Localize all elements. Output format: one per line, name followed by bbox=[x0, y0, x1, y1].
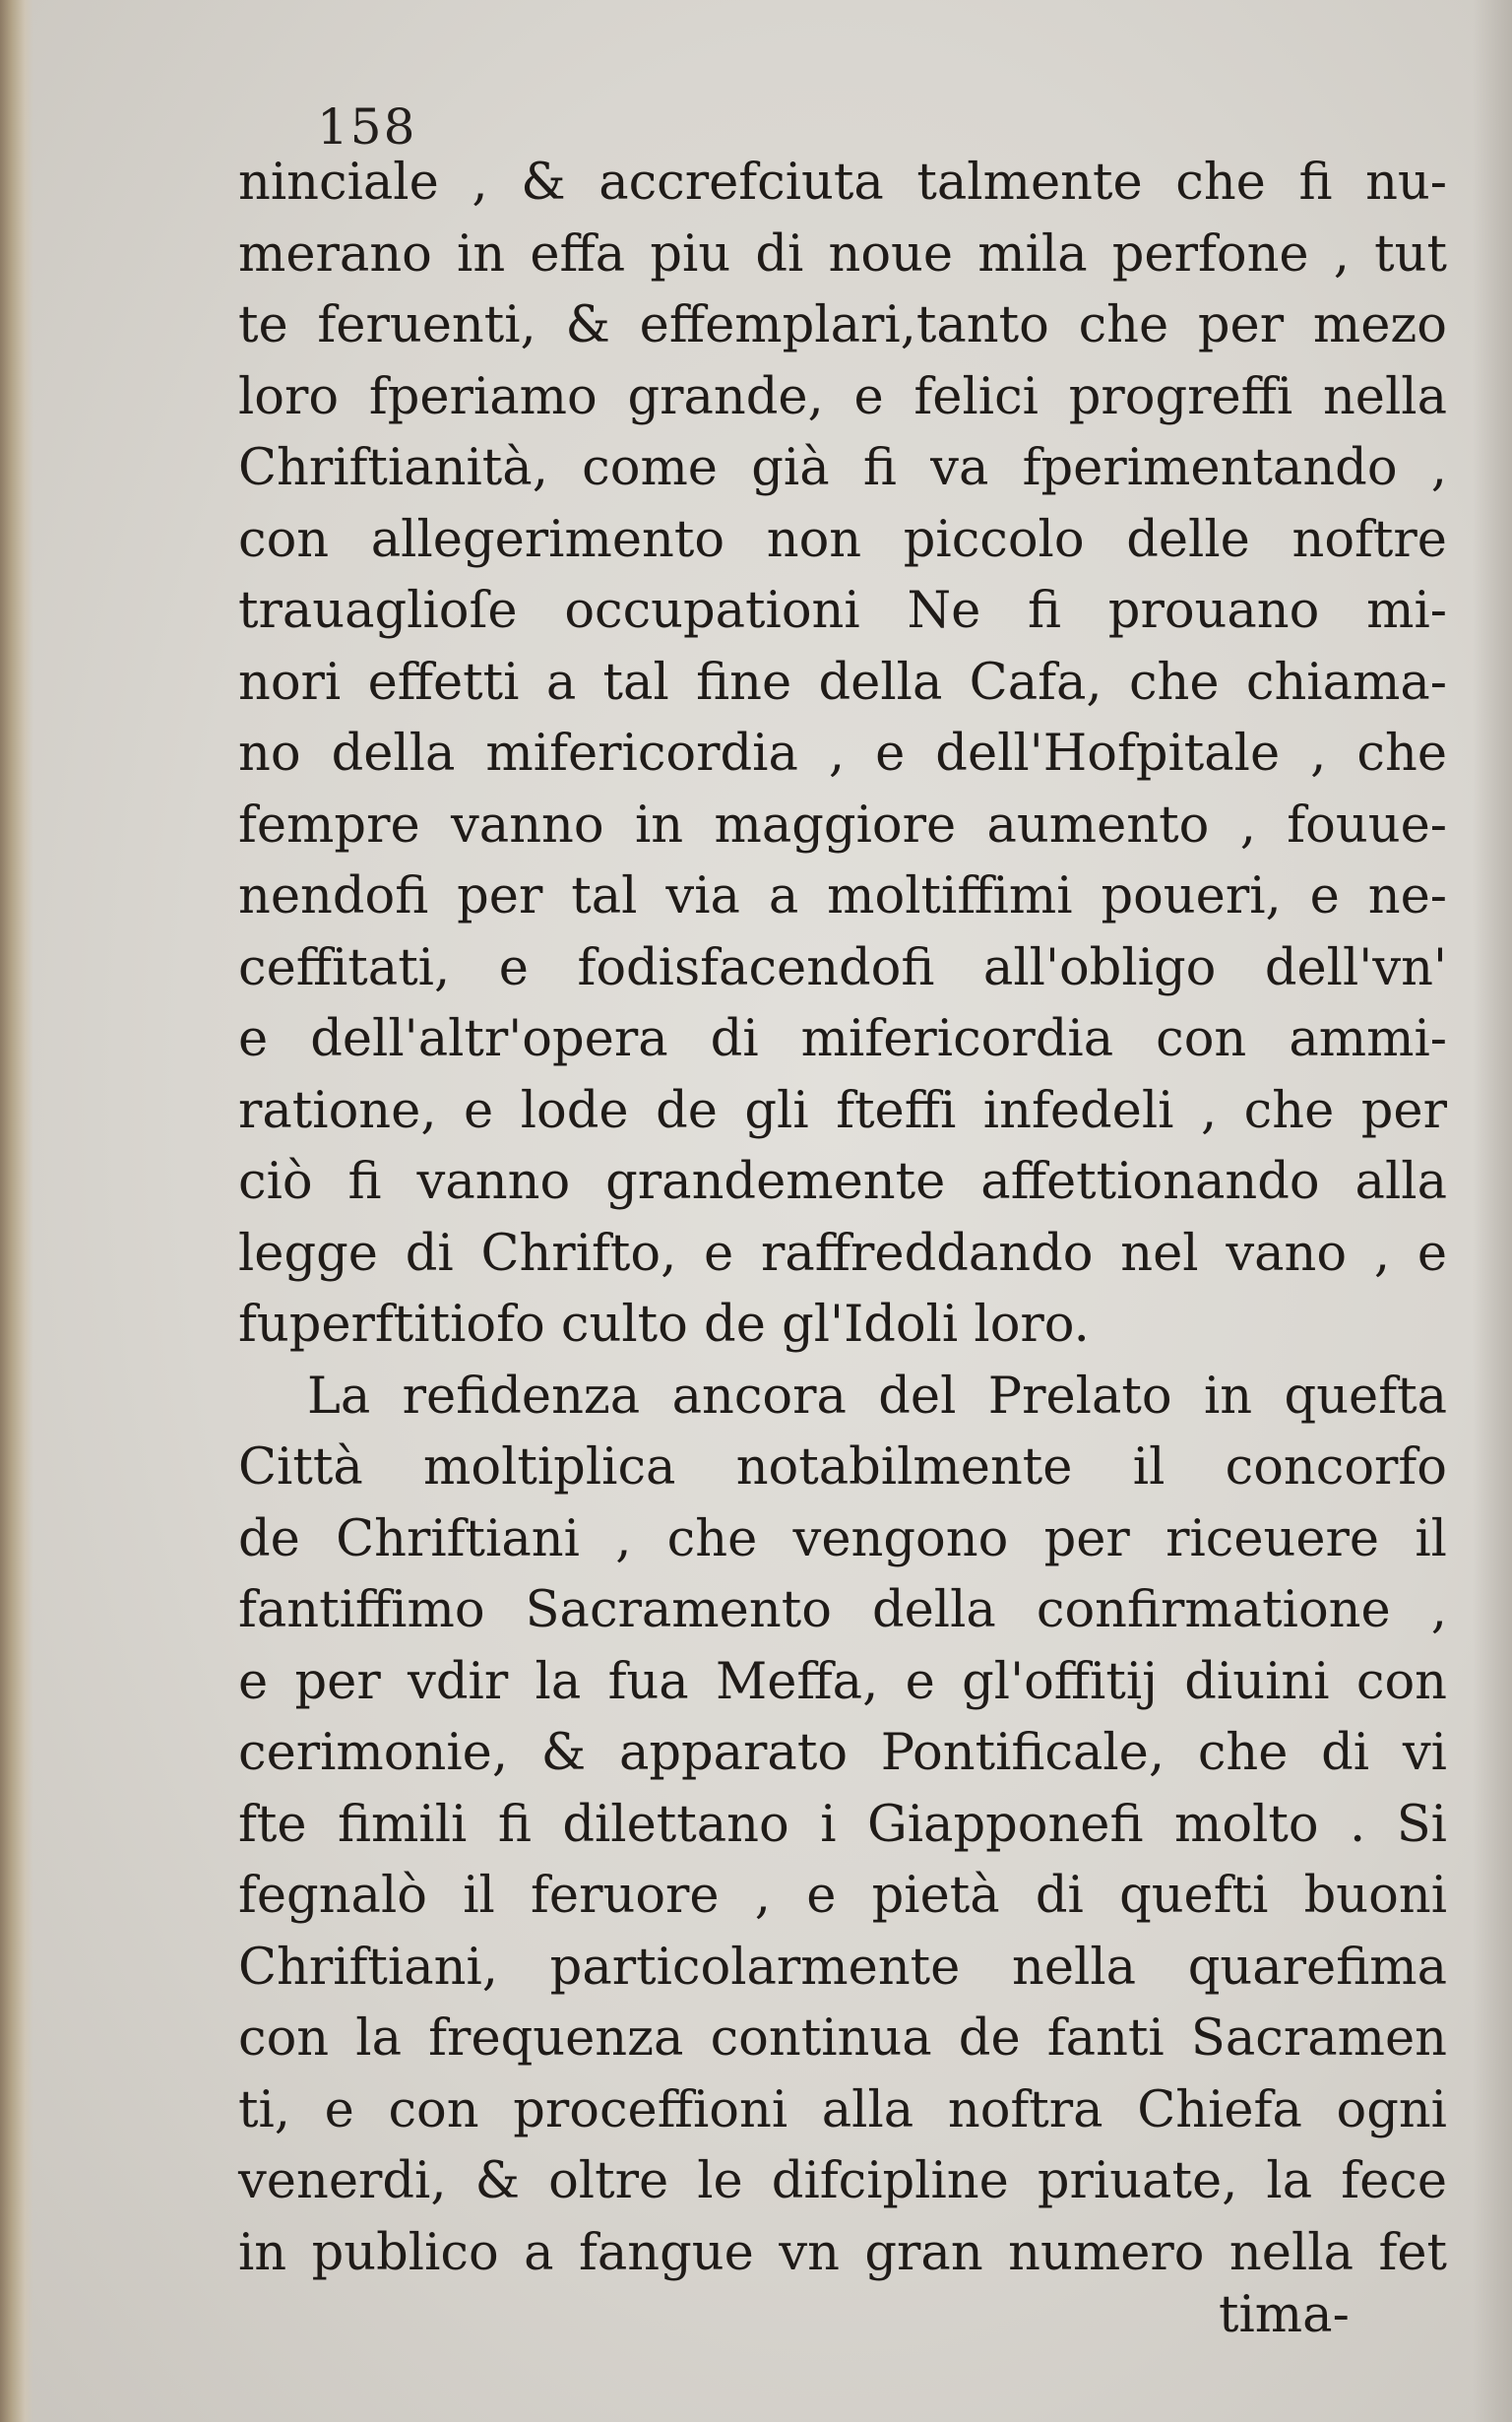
body-text bbox=[238, 148, 1447, 2289]
text-line-18: La refidenza ancora del Prelato in quefta bbox=[307, 1367, 1447, 1426]
text-line-9: no della mifericordia , e dell'Hofpitale , che bbox=[238, 725, 1447, 783]
page-edge-right bbox=[1473, 0, 1512, 2422]
text-line-25: fegnalò il feruore , e pietà di quefti buoni bbox=[238, 1867, 1447, 1925]
text-line-14: ratione, e lode de gli fteffi infedeli , che per bbox=[238, 1081, 1447, 1140]
text-line-28: ti, e con proceffioni alla noftra Chiefa ogni bbox=[238, 2080, 1447, 2139]
text-line-13: e dell'altr'opera di mifericordia con ammi- bbox=[238, 1010, 1447, 1068]
text-line-15: ciò fi vanno grandemente affettionando alla bbox=[238, 1153, 1447, 1211]
text-line-2: merano in effa piu di noue mila perfone , tut bbox=[238, 224, 1447, 284]
text-line-19: Città moltiplica notabilmente il concorfo bbox=[238, 1438, 1447, 1497]
text-line-4: loro fperiamo grande, e felici progreffi nella bbox=[238, 367, 1447, 426]
catchword: tima- bbox=[1219, 2286, 1350, 2344]
text-line-20: de Chriftiani , che vengono per riceuere il bbox=[238, 1509, 1447, 1568]
text-line-29: venerdi, & oltre le difcipline priuate, la fece bbox=[238, 2152, 1447, 2210]
text-line-3: te feruenti, & effemplari,tanto che per mezo bbox=[238, 296, 1447, 354]
text-line-1: ninciale , & accrefciuta talmente che fi nu- bbox=[238, 154, 1447, 212]
text-line-12: ceffitati, e fodisfacendofi all'obligo dell'vn' bbox=[238, 938, 1447, 997]
text-line-16: legge di Chrifto, e raffreddando nel vano , e bbox=[238, 1224, 1447, 1283]
text-line-27: con la frequenza continua de fanti Sacramen bbox=[238, 2009, 1447, 2068]
page-number: 158 bbox=[317, 98, 417, 156]
text-line-7: trauaglioſe occupationi Ne fi prouano mi- bbox=[238, 582, 1447, 640]
text-line-10: fempre vanno in maggiore aumento , fouue- bbox=[238, 796, 1447, 855]
text-line-11: nendofi per tal via a moltiffimi poueri, e ne- bbox=[238, 867, 1447, 925]
text-line-8: nori effetti a tal fine della Cafa, che chiama- bbox=[238, 653, 1447, 712]
text-line-26: Chriftiani, particolarmente nella quarefima bbox=[238, 1938, 1447, 1997]
page-edge-left bbox=[0, 0, 33, 2422]
text-line-5: Chriftianità, come già fi va fperimentando , bbox=[238, 439, 1447, 497]
text-line-23: cerimonie, & apparato Pontificale, che di vi bbox=[238, 1724, 1447, 1782]
text-line-22: e per vdir la fua Meffa, e gl'offitij diuini con bbox=[238, 1652, 1447, 1711]
text-line-24: fte fimili fi dilettano i Giapponefi molto . Si bbox=[238, 1795, 1447, 1854]
text-line-21: fantiffimo Sacramento della confirmatione , bbox=[238, 1581, 1447, 1639]
text-line-17: fuperftitiofo culto de gl'Idoli loro. bbox=[238, 1296, 1090, 1354]
text-line-30: in publico a fangue vn gran numero nella fet bbox=[238, 2223, 1447, 2282]
text-line-6: con allegerimento non piccolo delle noftre bbox=[238, 510, 1447, 569]
